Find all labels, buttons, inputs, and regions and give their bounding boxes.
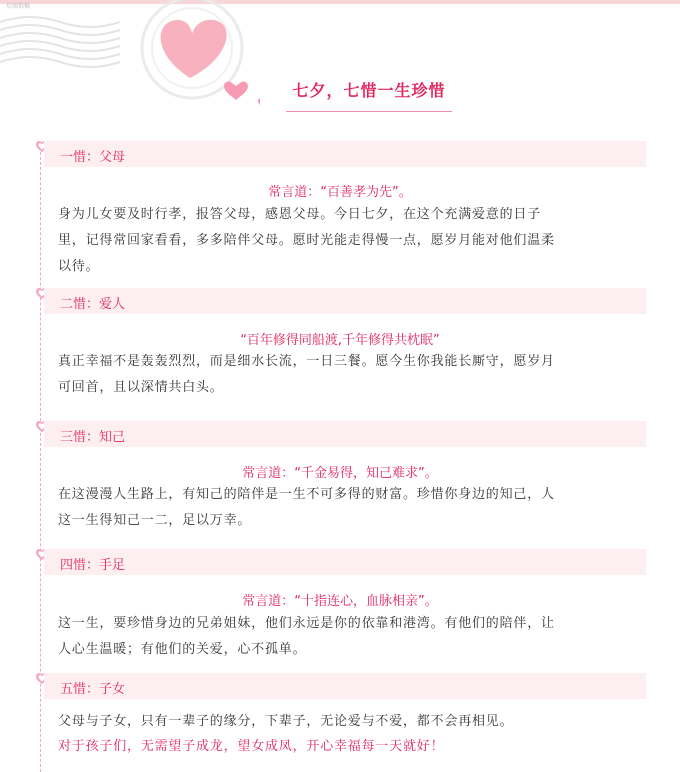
section-bar — [44, 673, 646, 699]
paragraph-line: 这一生得知己一二，足以万幸。 — [58, 513, 252, 528]
paragraph-line: 身为儿女要及时行孝，报答父母，感恩父母。今日七夕，在这个充满爱意的日子 — [58, 207, 542, 222]
postmark-heart-icon — [0, 0, 260, 115]
section-quote: 常言道：“十指连心，血脉相亲”。 — [242, 594, 438, 609]
section-bar — [44, 421, 646, 447]
page-heading — [286, 78, 452, 112]
paragraph-line: 以待。 — [58, 259, 100, 274]
section-quote: 常言道：“千金易得，知己难求”。 — [242, 466, 438, 481]
page-title: 七夕，七惜一生珍惜 — [292, 81, 446, 100]
section-quote: “百年修得同船渡,千年修得共枕眠” — [240, 333, 440, 348]
paragraph-line: 这一生，要珍惜身边的兄弟姐妹，他们永远是你的依靠和港湾。有他们的陪伴，让 — [58, 616, 555, 631]
source-label: 后端供稿 — [6, 3, 31, 10]
section-title: 五惜：子女 — [60, 682, 126, 697]
section-header-5 — [36, 673, 646, 699]
section-title: 一惜：父母 — [60, 150, 126, 165]
section-bar — [44, 141, 646, 167]
section-title: 三惜：知己 — [60, 430, 126, 445]
section-header-3 — [36, 421, 646, 447]
paragraph-line: 里，记得常回家看看，多多陪伴父母。愿时光能走得慢一点，愿岁月能对他们温柔 — [58, 233, 555, 248]
section-quote: 常言道：“百善孝为先”。 — [268, 185, 412, 200]
section-header-4 — [36, 549, 646, 575]
section-bar — [44, 288, 646, 314]
section-bar — [44, 549, 646, 575]
title-underline — [286, 111, 452, 112]
section-header-2 — [36, 288, 646, 314]
section-title: 二惜：爱人 — [60, 297, 126, 312]
paragraph-line: 父母与子女，只有一辈子的缘分，下辈子，无论爱与不爱，都不会再相见。 — [58, 714, 514, 729]
paragraph-line: 人心生温暖；有他们的关爱，心不孤单。 — [58, 642, 307, 657]
highlight-line: 对于孩子们，无需望子成龙，望女成凤，开心幸福每一天就好！ — [58, 739, 445, 754]
section-header-1 — [36, 141, 646, 167]
paragraph-line: 可回首，且以深情共白头。 — [58, 380, 224, 395]
paragraph-line: 真正幸福不是轰轰烈烈，而是细水长流，一日三餐。愿今生你我能长厮守，愿岁月 — [58, 354, 555, 369]
paragraph-line: 在这漫漫人生路上，有知己的陪伴是一生不可多得的财富。珍惜你身边的知己，人 — [58, 487, 555, 502]
section-title: 四惜：手足 — [60, 558, 126, 573]
